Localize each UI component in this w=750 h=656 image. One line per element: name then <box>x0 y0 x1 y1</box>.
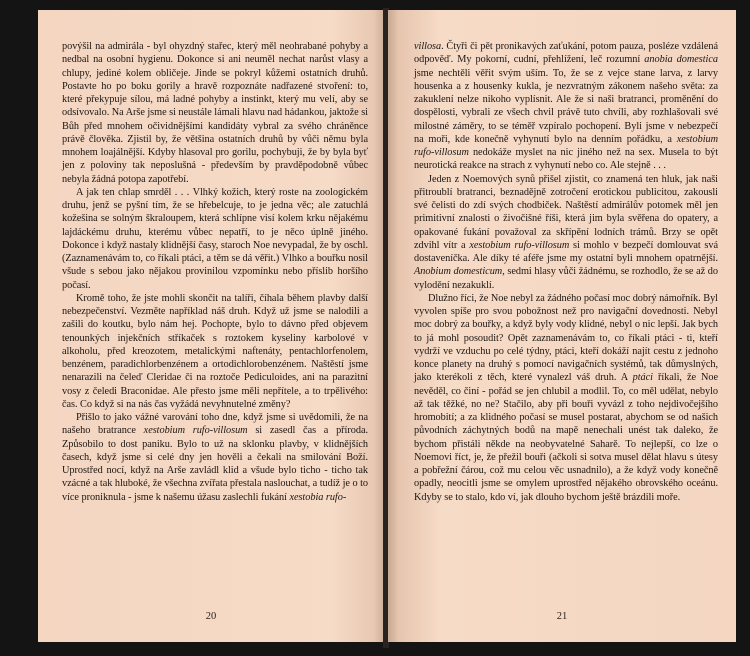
latin-term: anobia domestica <box>644 54 718 66</box>
right-page-text <box>414 40 718 504</box>
paragraph: Kromě toho, že jste mohli skončit na talíři, číhala během plavby další nebezpečenství. Vezměte například náš druh. Když už jsme se nalodili a zašili do koutku, bylo nám hej. Pochopte, bylo to dávno před objevem tenounkých injekčních stříkaček s roztokem kyseliny karbolové v alkoholu, před kreozotem, metalickými naftenáty, pentachlorfenolem, benzénem, paradichlorbenzénem a ortodichlorobenzénem. Naštěstí jsme nenarazili na čeleď Cleridae či na roztoče Pediculoides, ani na parazitní vosy z čeledi Braconidae. Ale přesto jsme měli nepřítele, a to trpělivého: čas. Co když si na nás čas vyžádá nevyhnutelné změny? <box>62 292 368 410</box>
left-page-text <box>62 40 368 504</box>
latin-term: xestobium rufo-villosum <box>143 425 248 437</box>
paragraph: A jak ten chlap smrděl . . . Vlhký kožich, který roste na zoologickém druhu, jenž se pyšní tím, že se hřebelcuje, to je jedna věc; ale zatuchlá kožešina se solným škraloupem, která schlípne visí kolem krku nějakému lajdáckému druhu, kterému vůbec nepatří, to je něco úplně jiného. Dokonce i když nastaly klidnější časy, staroch Noe nevypadal, že by oschl. (Zaznamenávám to, co říkali ptáci, a těm se dá věřit.) Vlhko a bouřku nosil všude s sebou jako nějakou provinilou vzpomínku nebo příslib horšího počasí. <box>62 186 368 291</box>
paragraph: povýšil na admirála - byl ohyzdný stařec, který měl neohrabané pohyby a nedbal na osobní hygienu. Dokonce si ani neuměl nechat narůst vlasy a chlupy, jediné kolem obličeje. Jinde se pokryl kůžemi ostatních druhů. Postavte ho po boku gorily a hravě rozpoznáte nadřazené stvoření: to, které překypuje sílou, má ladné pohyby a instinkt, který mu velí, aby se odsívovalo. Na Arše jsme si neustále lámali hlavu nad hádankou, jaktože si Bůh před mnohem očividnějšími kandidáty vybral za svého chráněnce právě člověka. Zjistil by, že většina ostatních druhů by vůči němu byla mnohem loajálnější. Kdyby hlasoval pro gorilu, pochybuji, že by byla byť jen z poloviny tak neposlušná - především by pravděpodobně vůbec nebyla žádná potopa zapotřebí. <box>62 41 368 185</box>
paragraph: Přišlo to jako vážné varování toho dne, když jsme si uvědomili, že na našeho bratrance xestobium rufo-villosum si zasedl čas a příroda. Způsobilo to dost paniku. Bylo to už na sklonku plavby, v klidnějších časech, když jsme si celé dny jen hověli a čekali na smilování Boží. Uprostřed nocí, když na Arše zavládl klid a všude bylo ticho - ticho tak vzácné a tak hluboké, že všechna zvířata přestala naslouchat, a tudíž je o to více proniknula - jsme k našemu úžasu zaslechli fukání xestobia rufo- <box>62 412 368 503</box>
paragraph: Dlužno říci, že Noe nebyl za žádného počasí moc dobrý námořník. Byl vyvolen spíše pro svou pobožnost než pro navigační dovednosti. Nebyl moc dobrý za bouřky, a když byly vody klidné, nebyl o nic lepší. Jak bych to já mohl posoudit? Opět zaznamenávám to, co říkali ptáci - ti, kteří vydrží ve vzduchu po celé týdny, ptáci, kteří dokáží najít cestu z jednoho konce planety na druhý s pomocí navigačních systémů, tak důmyslných, jako kterékoli z těch, které vynalezl váš druh. A ptáci říkali, že Noe nevěděl, co činí - pořád se jen chlubil a modlil. To, co měl udělat, nebylo až tak těžké, no ne? Stačilo, aby při bouři vyvázl z toho nejdivočejšího hromobití; a za klidného počasí se musel postarat, abychom se od našich původních záchytných bodů na mapě nenechali unést tak daleko, že bychom přistáli někde na neobyvatelné Saharě. To nejlepší, co lze o Noemovi říct, je, že přežil bouři (ačkoli si sotva musel dělat hlavu s útesy a pobřežní čárou, což mu celou věc usnadnilo), a že když vody konečně opadly, neocitli jsme se omylem uprostřed nějakého obrovského oceánu. Kdyby se to stalo, kdo ví, jak dlouho bychom ještě brázdili moře. <box>414 292 719 503</box>
latin-term: villosa <box>414 41 442 52</box>
latin-term: xestobium rufo-villosum <box>414 133 718 158</box>
paragraph: villosa. Čtyři či pět pronikavých zaťukání, potom pauza, posléze vzdálená odpověď. My pokorní, cudní, přehlížení, leč rozumní anobia domestica jsme nechtěli věřit svým uším. To, že se z vejce stane larva, z larvy housenka a z housenky kukla, je nezvratným zákonem našeho světa: za zakuklení nelze nikoho vyplísnit. Ale že si naši bratranci, proměnění do dospělosti, vybrali ze všech chvil právě tuto chvíli, aby rozhlašovali své milostné záměry, to se téměř vzpíralo pochopení. Byli jsme v nebezpečí na moři, kde konečně vyhynutí bylo na denním pořádku, a xestobium rufo-villosum nedokáže myslet na nic jiného než na sex. Musela to být neurotická reakce na strach z vyhynutí nebo co. Ale stejně . . . <box>414 41 718 172</box>
left-page <box>38 10 384 642</box>
paragraph: Jeden z Noemových synů přišel zjistit, co znamená ten hluk, jak naši přitroublí bratranci, beznadějně zotročení erotickou publicitou, zakousli své čelisti do zdí svých chodbiček. Naštěstí admirálův potomek měl jen primitivní znalosti o živočišné říši, která jim byla svěřena do opatery, a opakované fukání považoval za skřípění lodních trámů. Brzy se opět zdvihl vítr a xestobium rufo-villosum si mohlo v bezpečí domlouvat svá dostaveníčka. Ale díky té aféře jsme my ostatní byli mnohem opatrnější. Anobium domesticum, sedmi hlasy vůči žádnému, se rozhodlo, že se až do vylodění nezakuklí. <box>414 173 718 291</box>
latin-term: xestobia rufo- <box>289 491 347 503</box>
latin-term: xestobium rufo-villosum <box>469 239 570 251</box>
latin-term: ptáci <box>632 372 653 384</box>
latin-term: Anobium domesticum <box>414 266 503 278</box>
page-number-right: 21 <box>556 611 568 622</box>
page-number-left: 20 <box>205 611 217 622</box>
right-page <box>388 10 736 642</box>
